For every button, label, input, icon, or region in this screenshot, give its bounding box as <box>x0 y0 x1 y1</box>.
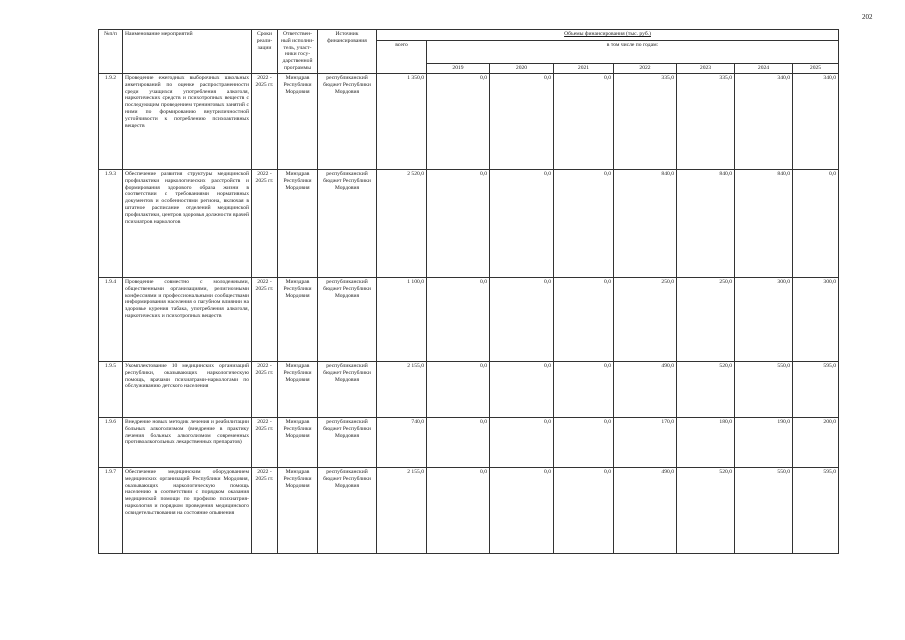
row-source: республиканский бюджет Республики Мордовия <box>318 73 377 169</box>
row-value-2021: 0,0 <box>554 277 614 361</box>
row-total: 1 100,0 <box>377 277 427 361</box>
row-terms: 2022 - 2025 гг. <box>252 73 278 169</box>
row-name: Укомплектование 10 медицинских организаций республики, оказывающих наркологическую помощь, врачами психиатрами-наркологами по обслуживанию детского населения <box>123 361 252 417</box>
table-header <box>99 30 839 74</box>
row-responsible: Минздрав Республики Мордовия <box>278 467 318 553</box>
row-value-2025: 0,0 <box>793 169 839 277</box>
table-row <box>99 467 839 553</box>
row-value-2019: 0,0 <box>427 277 490 361</box>
table-row <box>99 169 839 277</box>
row-terms: 2022 - 2025 гг. <box>252 361 278 417</box>
row-value-2022: 840,0 <box>614 169 677 277</box>
row-value-2025: 200,0 <box>793 417 839 467</box>
row-value-2019: 0,0 <box>427 169 490 277</box>
row-name: Проведение совместно с молодежными, общественными организациями, религиозными конфессиями и профессиональными сообществами информирования населения о пагубном влиянии на здоровье курения табака, употребления алкоголя, наркотических и психотропных веществ <box>123 277 252 361</box>
row-value-2020: 0,0 <box>490 277 554 361</box>
funding-table <box>98 29 839 554</box>
header-by-year: в том числе по годам: <box>427 41 839 64</box>
row-value-2023: 520,0 <box>677 361 735 417</box>
row-value-2022: 490,0 <box>614 467 677 553</box>
row-value-2019: 0,0 <box>427 73 490 169</box>
row-source: республиканский бюджет Республики Мордовия <box>318 417 377 467</box>
row-number: 1.9.6 <box>99 417 123 467</box>
header-responsible: Ответствен-ный исполни-тель, участ-ники госу-дарственной программы <box>278 30 318 74</box>
row-value-2024: 340,0 <box>735 73 793 169</box>
row-value-2021: 0,0 <box>554 361 614 417</box>
row-value-2022: 250,0 <box>614 277 677 361</box>
row-value-2024: 840,0 <box>735 169 793 277</box>
row-value-2021: 0,0 <box>554 467 614 553</box>
table-row <box>99 361 839 417</box>
row-source: республиканский бюджет Республики Мордовия <box>318 277 377 361</box>
table-body <box>99 73 839 553</box>
header-name: Наименование мероприятий <box>123 30 252 74</box>
row-value-2020: 0,0 <box>490 417 554 467</box>
row-value-2019: 0,0 <box>427 361 490 417</box>
row-value-2023: 520,0 <box>677 467 735 553</box>
row-responsible: Минздрав Республики Мордовия <box>278 73 318 169</box>
row-value-2023: 335,0 <box>677 73 735 169</box>
row-value-2023: 840,0 <box>677 169 735 277</box>
header-year: 2022 <box>614 64 677 74</box>
row-responsible: Минздрав Республики Мордовия <box>278 277 318 361</box>
row-source: республиканский бюджет Республики Мордовия <box>318 169 377 277</box>
row-terms: 2022 - 2025 гг. <box>252 467 278 553</box>
row-source: республиканский бюджет Республики Мордовия <box>318 361 377 417</box>
row-value-2021: 0,0 <box>554 73 614 169</box>
header-funding: Объемы финансирования (тыс. руб.) <box>377 30 839 41</box>
row-number: 1.9.5 <box>99 361 123 417</box>
row-value-2020: 0,0 <box>490 169 554 277</box>
row-value-2025: 595,0 <box>793 467 839 553</box>
row-total: 2 155,0 <box>377 361 427 417</box>
row-name: Внедрение новых методик лечения и реабилитации больных алкоголизмом (внедрение в практику лечения больных алкоголизмом современных противоалкогольных лекарственных препаратов) <box>123 417 252 467</box>
header-year: 2025 <box>793 64 839 74</box>
row-responsible: Минздрав Республики Мордовия <box>278 169 318 277</box>
header-year: 2019 <box>427 64 490 74</box>
row-name: Обеспечение развития структуры медицинской профилактики наркологических расстройств и формирования здорового образа жизни в соответствии с требованиями нормативных документов и особенностями региона, включая в штатное расписание отделений медицинской профилактики, центров здоровья должности врачей психиатров наркологов <box>123 169 252 277</box>
row-responsible: Минздрав Республики Мордовия <box>278 417 318 467</box>
row-number: 1.9.2 <box>99 73 123 169</box>
row-name: Обеспечение медицинским оборудованием медицинских организаций Республики Мордовия, оказывающих наркологическую помощь населению в соответствии с порядком оказания медицинской помощи по профилю психиатрия-наркология и порядком проведения медицинского освидетельствования на состояние опьянения <box>123 467 252 553</box>
row-source: республиканский бюджет Республики Мордовия <box>318 467 377 553</box>
row-value-2020: 0,0 <box>490 467 554 553</box>
row-value-2025: 300,0 <box>793 277 839 361</box>
table-row <box>99 277 839 361</box>
row-value-2021: 0,0 <box>554 169 614 277</box>
row-name: Проведение ежегодных выборочных школьных анкетирований по оценке распространенности среди учащихся употребления алкоголя, наркотических средств и психотропных веществ с последующим проведением тренинговых занятий с ними по формированию внутриличностной устойчивости к потреблению психоактивных веществ <box>123 73 252 169</box>
header-year: 2021 <box>554 64 614 74</box>
row-terms: 2022 - 2025 гг. <box>252 169 278 277</box>
header-source: Источник финансирования <box>318 30 377 74</box>
row-value-2024: 550,0 <box>735 361 793 417</box>
row-value-2025: 595,0 <box>793 361 839 417</box>
row-value-2023: 250,0 <box>677 277 735 361</box>
row-number: 1.9.7 <box>99 467 123 553</box>
row-value-2022: 170,0 <box>614 417 677 467</box>
row-value-2022: 490,0 <box>614 361 677 417</box>
row-total: 1 350,0 <box>377 73 427 169</box>
row-value-2019: 0,0 <box>427 467 490 553</box>
header-year: 2020 <box>490 64 554 74</box>
table-row <box>99 73 839 169</box>
row-value-2024: 190,0 <box>735 417 793 467</box>
row-value-2024: 550,0 <box>735 467 793 553</box>
row-number: 1.9.4 <box>99 277 123 361</box>
row-total: 740,0 <box>377 417 427 467</box>
row-terms: 2022 - 2025 гг. <box>252 277 278 361</box>
row-value-2023: 180,0 <box>677 417 735 467</box>
header-year: 2023 <box>677 64 735 74</box>
row-value-2020: 0,0 <box>490 361 554 417</box>
row-value-2022: 335,0 <box>614 73 677 169</box>
row-value-2020: 0,0 <box>490 73 554 169</box>
header-number: №п/п <box>99 30 123 74</box>
row-value-2025: 340,0 <box>793 73 839 169</box>
row-value-2019: 0,0 <box>427 417 490 467</box>
row-number: 1.9.3 <box>99 169 123 277</box>
table-row <box>99 417 839 467</box>
row-terms: 2022 - 2025 гг. <box>252 417 278 467</box>
header-total: всего <box>377 41 427 74</box>
row-value-2024: 300,0 <box>735 277 793 361</box>
row-total: 2 155,0 <box>377 467 427 553</box>
row-value-2021: 0,0 <box>554 417 614 467</box>
row-responsible: Минздрав Республики Мордовия <box>278 361 318 417</box>
row-total: 2 520,0 <box>377 169 427 277</box>
header-year: 2024 <box>735 64 793 74</box>
header-terms: Сроки реали-зации <box>252 30 278 74</box>
page-number: 202 <box>862 13 873 21</box>
